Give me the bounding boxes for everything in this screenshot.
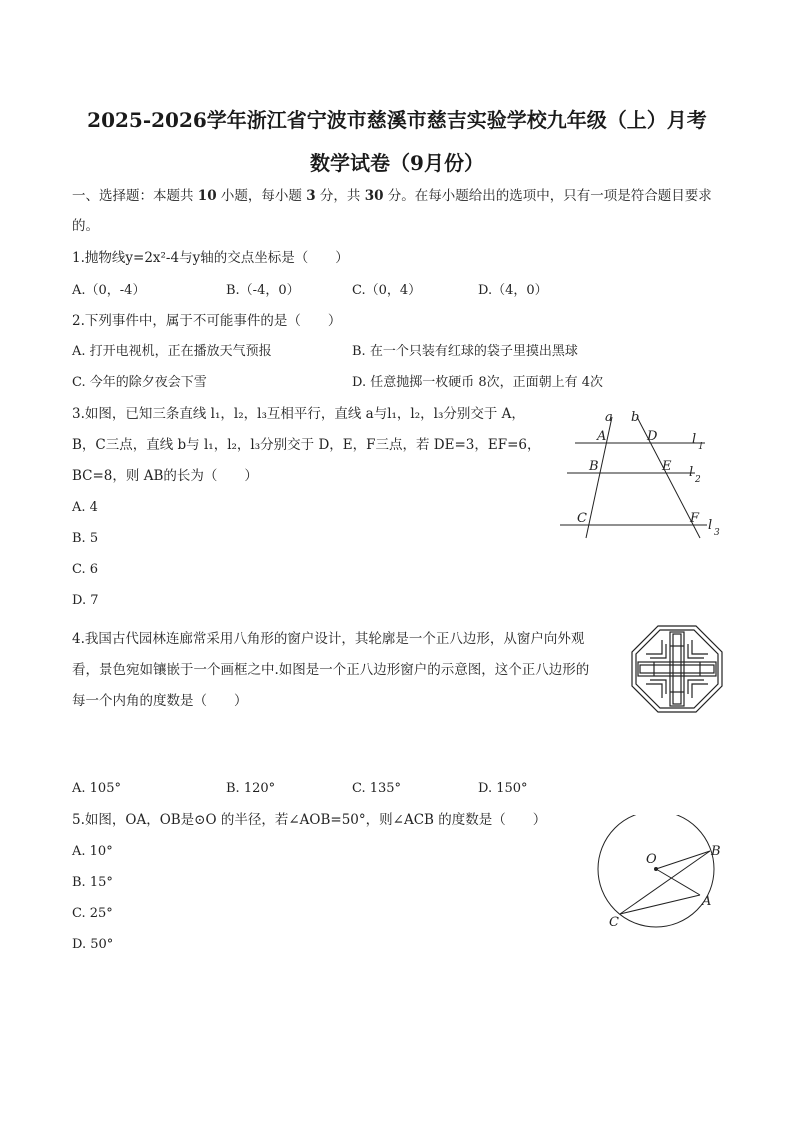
window-horizontal-bar (638, 662, 716, 676)
q4-stem-line1: 4.我国古代园林连廊常采用八角形的窗户设计，其轮廓是一个正八边形，从窗户向外观 (72, 631, 585, 647)
window-corner-tl-2 (650, 644, 666, 658)
q5-option-b: B. 15° (72, 875, 113, 890)
chord-ca (620, 895, 700, 914)
label-l1: l (692, 432, 697, 447)
q4-option-b: B. 120° (226, 781, 276, 796)
label-l3: l (708, 518, 713, 533)
q5-stem: 5.如图，OA，OB是⊙O 的半径，若∠AOB=50°，则∠ACB 的度数是（ ） (72, 812, 547, 828)
q5-option-a: A. 10° (72, 844, 113, 859)
q5-circle-figure (590, 815, 730, 935)
q3-option-c: C. 6 (72, 562, 99, 577)
radius-ob (656, 851, 710, 869)
q3-stem-line3: BC=8，则 AB的长为（ ） (72, 468, 258, 484)
section-count: 10 (197, 188, 217, 204)
title-line-1: 2025-2026学年浙江省宁波市慈溪市慈吉实验学校九年级（上）月考 (87, 108, 707, 132)
octagon-outer (632, 626, 722, 712)
q1-option-d: D.（4，0） (478, 283, 548, 298)
section-text-c: 小题，每小题 (216, 188, 307, 204)
q3-parallel-lines-figure (555, 405, 730, 540)
window-corner-tr-2 (688, 644, 704, 658)
q4-stem-line3: 每一个内角的度数是（ ） (72, 693, 248, 709)
q3-option-b: B. 5 (72, 531, 99, 546)
q2-option-b: B. 在一个只装有红球的袋子里摸出黑球 (352, 344, 578, 359)
label-C: C (577, 511, 587, 526)
label-B: B (589, 459, 599, 474)
label-a: a (605, 410, 613, 425)
label-O: O (646, 852, 657, 867)
q3-stem-line2: B，C三点，直线 b与 l₁，l₂，l₃分别交于 D，E，F三点，若 DE=3，EF=6， (72, 437, 541, 453)
label-A: A (702, 894, 712, 909)
q4-option-c: C. 135° (352, 781, 402, 796)
label-E: E (662, 459, 672, 474)
label-l1-sub: 1 (698, 442, 704, 452)
title-line-2: 数学试卷（9月份） (310, 151, 484, 175)
label-b: b (631, 410, 640, 425)
q1-option-a: A.（0，-4） (72, 283, 146, 298)
q4-option-a: A. 105° (72, 781, 121, 796)
label-l3-sub: 3 (714, 528, 720, 538)
q2-option-a: A. 打开电视机，正在播放天气预报 (72, 344, 272, 359)
q5-option-c: C. 25° (72, 906, 113, 921)
label-F: F (690, 511, 700, 526)
window-corner-bl-2 (650, 680, 666, 694)
section-header (72, 187, 712, 205)
section-header-line2: 的。 (72, 218, 99, 234)
q3-option-a: A. 4 (72, 500, 98, 515)
window-horizontal-inner (640, 665, 714, 673)
section-text-e: 分，共 (315, 188, 365, 204)
section-points-each: 3 (306, 188, 316, 204)
label-C: C (609, 915, 619, 930)
q5-option-d: D. 50° (72, 937, 114, 952)
center-point (654, 867, 658, 871)
q2-stem: 2.下列事件中，属于不可能事件的是（ ） (72, 313, 342, 329)
window-vertical-bar (670, 632, 684, 706)
section-text-g: 分。在每小题给出的选项中，只有一项是符合题目要求 (383, 188, 712, 204)
q3-option-d: D. 7 (72, 593, 99, 608)
section-points-total: 30 (364, 188, 384, 204)
q4-option-d: D. 150° (478, 781, 528, 796)
q1-option-c: C.（0，4） (352, 283, 422, 298)
q2-option-c: C. 今年的除夕夜会下雪 (72, 375, 207, 390)
label-l2-sub: 2 (695, 475, 701, 485)
q3-stem-line1: 3.如图，已知三条直线 l₁，l₂，l₃互相平行，直线 a与l₁，l₂，l₃分别交于 A， (72, 406, 525, 422)
q1-option-b: B.（-4，0） (226, 283, 300, 298)
label-l2: l (689, 465, 694, 480)
window-vertical-inner (673, 634, 681, 704)
q4-octagon-window-figure (630, 624, 724, 714)
q2-option-d: D. 任意抛掷一枚硬币 8次，正面朝上有 4次 (352, 375, 604, 390)
label-D: D (647, 429, 658, 444)
q1-stem: 1.抛物线y=2x²-4与y轴的交点坐标是（ ） (72, 250, 349, 266)
octagon-inner (636, 630, 718, 708)
q4-stem-line2: 看，景色宛如镶嵌于一个画框之中.如图是一个正八边形窗户的示意图，这个正八边形的 (72, 662, 590, 678)
window-corner-br-2 (688, 680, 704, 694)
section-text-a: 一、选择题：本题共 (72, 188, 198, 204)
chord-cb (620, 851, 710, 914)
label-B: B (711, 844, 721, 859)
label-A: A (597, 429, 607, 444)
